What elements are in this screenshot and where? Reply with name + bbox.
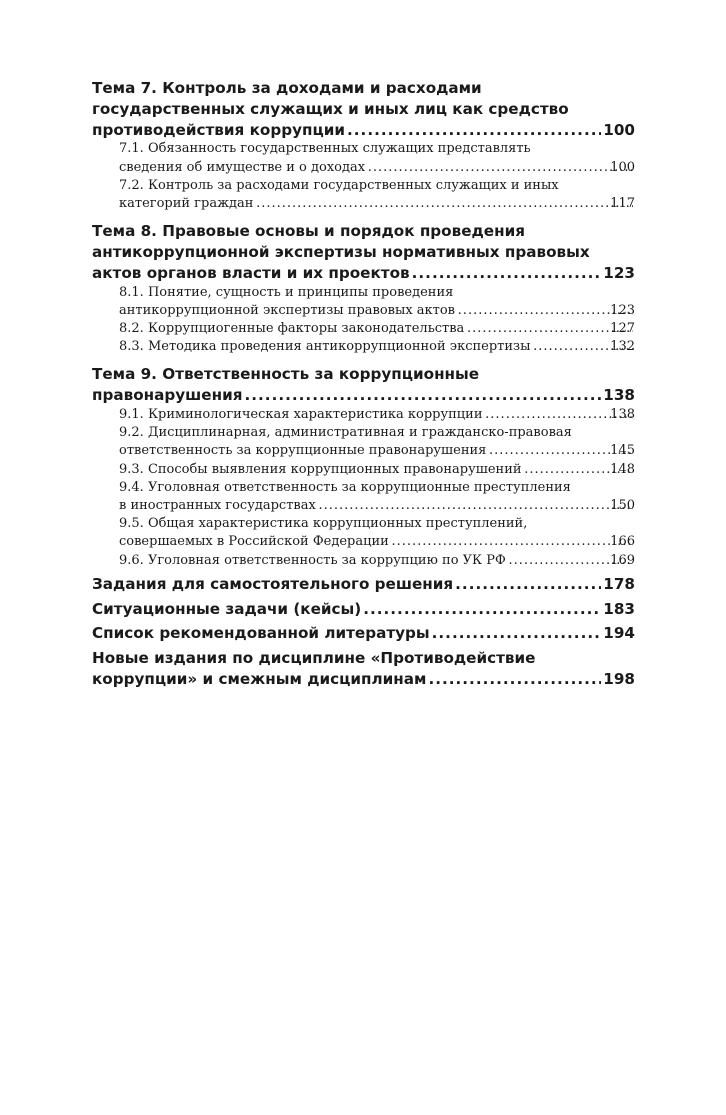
toc-topic-9-title-line-2: правонарушения [92, 386, 243, 405]
toc-item-9-3[interactable]: 9.3. Способы выявления коррупционных правонарушений ..... 148 [92, 461, 635, 479]
toc-topic-9[interactable] [92, 364, 635, 406]
dot-leader [347, 120, 601, 141]
toc-topic-7-page: 100 [603, 120, 635, 139]
toc-topic-8-title-line-1: Тема 8. Правовые основы и порядок проведения [92, 222, 525, 241]
toc-topic-8-page: 123 [603, 263, 635, 282]
toc-topic-8-title-line-3: актов органов власти и их проектов [92, 263, 410, 282]
dot-leader [428, 669, 601, 690]
table-of-contents [92, 78, 635, 690]
toc-item-8-2-title: 8.2. Коррупциогенные факторы законодательства [119, 321, 465, 336]
toc-item-7-1-title-line-1: 7.1. Обязанность государственных служащих представлять [119, 141, 531, 157]
toc-item-7-2-title-line-2: категорий граждан [119, 196, 254, 211]
toc-new-editions-title-line-2: коррупции» и смежным дисциплинам [92, 670, 427, 689]
toc-topic-8[interactable] [92, 221, 635, 283]
toc-item-8-1-title-line-2: антикоррупционной экспертизы правовых актов [119, 302, 456, 318]
toc-item-8-1-title-line-1: 8.1. Понятие, сущность и принципы проведения [119, 284, 454, 300]
toc-item-8-3[interactable]: 8.3. Методика проведения антикоррупционной экспертизы ..... 132 [92, 338, 635, 356]
toc-literature-title: Список рекомендованной литературы [92, 624, 430, 643]
toc-item-9-1[interactable]: 9.1. Криминологическая характеристика коррупции ..... 138 [92, 406, 635, 424]
toc-new-editions-page: 198 [603, 670, 635, 689]
dot-leader [412, 263, 602, 284]
dot-leader [391, 533, 633, 551]
dot-leader [457, 302, 633, 320]
toc-item-7-1-title-line-2: сведения об имуществе и о доходах [119, 159, 366, 175]
toc-item-7-2[interactable]: 7.2. Контроль за расходами государственных служащих и иных категорий граждан ..... 117 [92, 177, 635, 213]
toc-item-7-2-title-line-1: 7.2. Контроль за расходами государственных служащих и иных [119, 177, 559, 193]
toc-cases-page: 183 [603, 599, 635, 618]
toc-tasks-title: Задания для самостоятельного решения [92, 574, 454, 593]
dot-leader [432, 623, 602, 644]
toc-topic-8-title-line-2: антикоррупционной экспертизы нормативных правовых [92, 243, 590, 261]
dot-leader [466, 320, 633, 338]
toc-item-9-6[interactable]: 9.6. Уголовная ответственность за коррупцию по УК РФ ..... 169 [92, 552, 635, 570]
toc-item-9-2[interactable]: 9.2. Дисциплинарная, административная и гражданско-правовая ответственность за коррупционные правонарушения ..... 145 [92, 424, 635, 460]
toc-cases[interactable] [92, 599, 635, 620]
toc-item-7-1[interactable]: 7.1. Обязанность государственных служащих представлять сведения об имуществе и о доходах ..... 100 [92, 140, 635, 176]
toc-new-editions[interactable] [92, 648, 635, 690]
toc-item-9-1-title: 9.1. Криминологическая характеристика коррупции [119, 407, 483, 422]
toc-tasks-page: 178 [603, 574, 635, 593]
toc-item-9-5[interactable]: 9.5. Общая характеристика коррупционных преступлений, совершаемых в Российской Федерации ..... 166 [92, 515, 635, 551]
toc-item-8-3-title: 8.3. Методика проведения антикоррупционной экспертизы [119, 339, 531, 355]
toc-topic-7[interactable] [92, 78, 635, 140]
toc-cases-title: Ситуационные задачи (кейсы) [92, 599, 362, 618]
toc-topic-7-title-line-2: государственных служащих и иных лиц как средство [92, 99, 569, 118]
dot-leader [245, 385, 602, 406]
toc-item-9-5-title-line-2: совершаемых в Российской Федерации [119, 534, 389, 550]
toc-item-9-3-title: 9.3. Способы выявления коррупционных правонарушений [119, 461, 522, 477]
toc-item-9-4-title-line-1: 9.4. Уголовная ответственность за коррупционные преступления [119, 479, 571, 495]
toc-topic-7-title-line-3: противодействия коррупции [92, 120, 346, 139]
toc-topic-7-title-line-1: Тема 7. Контроль за доходами и расходами [92, 79, 482, 97]
toc-item-8-1[interactable]: 8.1. Понятие, сущность и принципы проведения антикоррупционной экспертизы правовых актов ..... 123 [92, 284, 635, 320]
dot-leader [255, 195, 633, 213]
toc-topic-9-page: 138 [603, 386, 635, 405]
toc-literature-page: 194 [603, 624, 635, 643]
toc-item-9-5-title-line-1: 9.5. Общая характеристика коррупционных преступлений, [119, 516, 528, 532]
toc-literature[interactable] [92, 623, 635, 644]
dot-leader [455, 574, 601, 595]
toc-new-editions-title-line-1: Новые издания по дисциплине «Противодействие [92, 649, 536, 668]
toc-tasks[interactable] [92, 574, 635, 595]
toc-item-9-4-title-line-2: в иностранных государствах [119, 498, 316, 514]
dot-leader [363, 599, 601, 620]
toc-item-8-2[interactable]: 8.2. Коррупциогенные факторы законодательства ..... 127 [92, 320, 635, 338]
toc-item-9-6-title: 9.6. Уголовная ответственность за коррупцию по УК РФ [119, 552, 506, 568]
toc-item-9-4[interactable]: 9.4. Уголовная ответственность за коррупционные преступления в иностранных государствах ..... 150 [92, 479, 635, 515]
dot-leader [318, 497, 633, 515]
toc-item-9-2-title-line-1: 9.2. Дисциплинарная, административная и гражданско-правовая [119, 425, 572, 441]
toc-topic-9-title-line-1: Тема 9. Ответственность за коррупционные [92, 365, 480, 384]
dot-leader [367, 159, 633, 177]
toc-item-9-2-title-line-2: ответственность за коррупционные правонарушения [119, 443, 487, 459]
